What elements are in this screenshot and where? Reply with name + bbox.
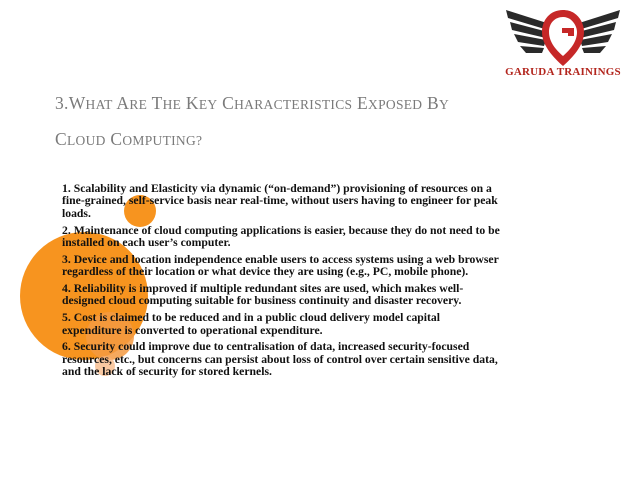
brand-logo	[498, 2, 628, 84]
list-item: 1. Scalability and Elasticity via dynamic (“on-demand”) provisioning of resources on a fine-grained, self-service basis near real-time, without users having to engineer for peak loads.	[62, 182, 498, 220]
title-line-2: CLOUD COMPUTING?	[55, 129, 203, 149]
list-item: 5. Cost is claimed to be reduced and in a public cloud delivery model capital expenditure is converted to operational expenditure.	[62, 311, 441, 337]
list-item: 4. Reliability is improved if multiple redundant sites are used, which makes well-designed cloud computing suitable for business continuity and disaster recovery.	[62, 282, 464, 308]
list-item: 2. Maintenance of cloud computing applications is easier, because they do not need to be installed on each user’s computer.	[62, 223, 500, 250]
logo-text: GARUDA TRAININGS	[505, 66, 621, 78]
characteristics-list	[62, 183, 502, 383]
title-line-1: 3.WHAT ARE THE KEY CHARACTERISTICS EXPOSED BY	[55, 93, 450, 113]
winged-g-logo-icon	[498, 2, 628, 70]
slide-title	[55, 86, 575, 158]
list-item: 6. Security could improve due to centralisation of data, increased security-focused resources, etc., but concerns can persist about loss of control over certain sensitive data, and the lack of security for stored kernels.	[62, 340, 498, 379]
list-item: 3. Device and location independence enable users to access systems using a web browser regardless of their location or what device they are using (e.g., PC, mobile phone).	[62, 252, 499, 279]
